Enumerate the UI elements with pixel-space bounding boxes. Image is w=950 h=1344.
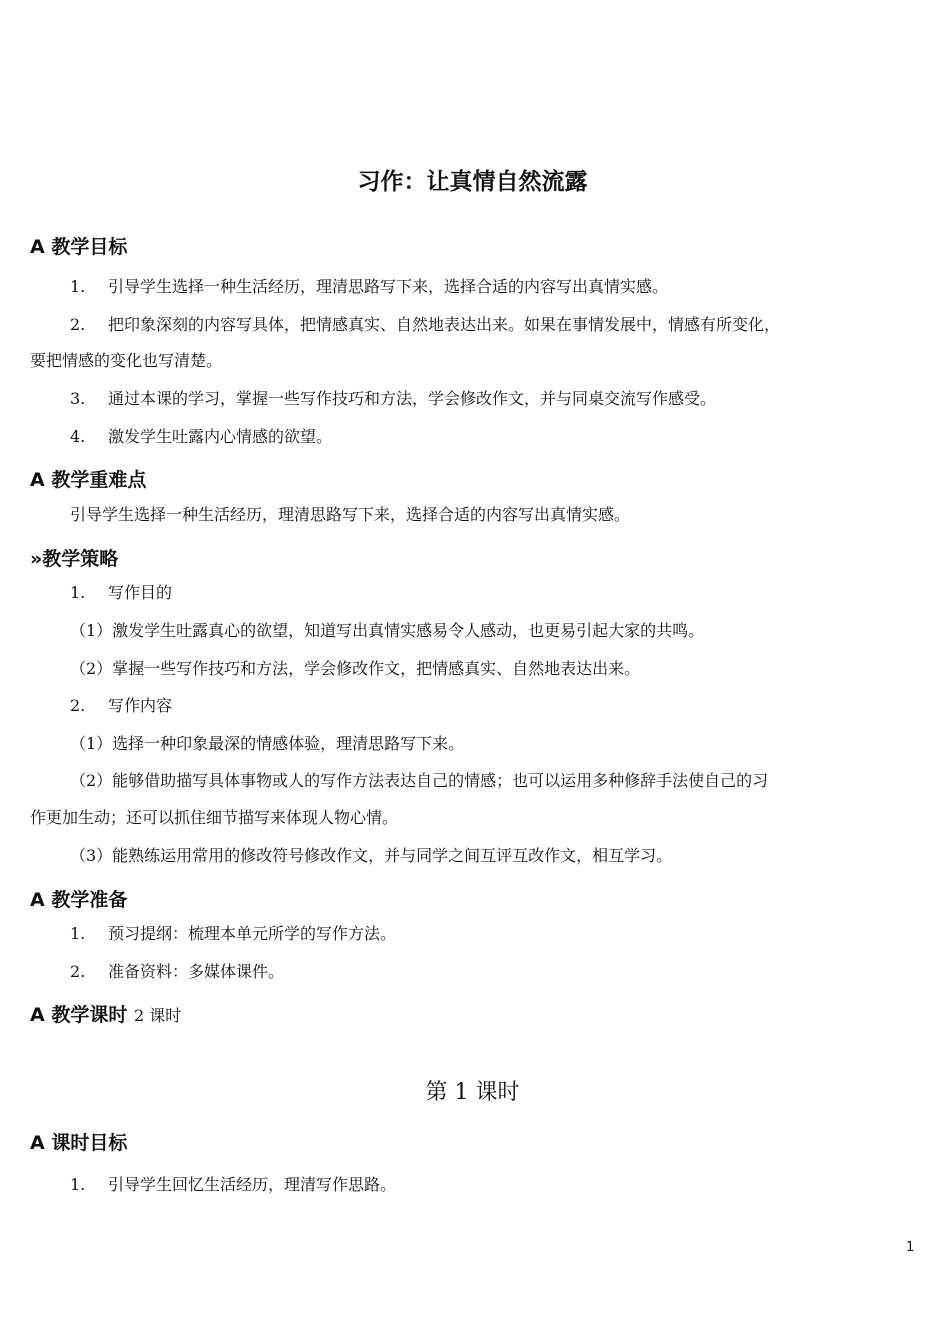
goal-item-4 — [70, 424, 332, 447]
item-number: 1. — [70, 277, 86, 296]
strategy-sub-1-1: （1）激发学生吐露真心的欲望，知道写出真情实感易令人感动，也更易引起大家的共鸣。 — [70, 621, 705, 640]
goal-item-3 — [70, 386, 716, 409]
item-text: 写作内容 — [108, 696, 173, 715]
hours-value: 2 课时 — [133, 1006, 182, 1025]
strategy-item-2 — [70, 693, 172, 716]
item-number: 2. — [70, 962, 86, 981]
strategy-sub-2-3: （3）能熟练运用常用的修改符号修改作文，并与同学之间互评互改作文，相互学习。 — [70, 846, 673, 865]
goal-item-2-continued: 要把情感的变化也写清楚。 — [30, 351, 223, 370]
strategy-sub-2-2: （2）能够借助描写具体事物或人的写作方法表达自己的情感；也可以运用多种修辞手法使自己的习 — [70, 771, 769, 790]
lesson-goal-item-1 — [70, 1172, 396, 1195]
prep-item-1 — [70, 921, 396, 944]
item-text: 激发学生吐露内心情感的欲望。 — [108, 427, 333, 446]
item-number: 4. — [70, 427, 86, 446]
goal-item-1 — [70, 274, 668, 297]
item-text: 准备资料：多媒体课件。 — [108, 962, 285, 981]
item-text: 通过本课的学习，掌握一些写作技巧和方法，学会修改作文，并与同桌交流写作感受。 — [108, 389, 717, 408]
strategy-item-1 — [70, 580, 172, 603]
item-number: 2. — [70, 696, 86, 715]
goal-item-2 — [70, 312, 780, 335]
strategy-sub-1-2: （2）掌握一些写作技巧和方法，学会修改作文，把情感真实、自然地表达出来。 — [70, 659, 641, 678]
heading-teaching-hours — [30, 1000, 181, 1027]
hours-label: A 教学课时 — [30, 1004, 128, 1026]
lesson-title: 第 1 课时 — [425, 1080, 520, 1105]
item-number: 1. — [70, 1175, 86, 1194]
item-number: 1. — [70, 924, 86, 943]
document-title: 习作：让真情自然流露 — [357, 169, 588, 195]
item-text: 引导学生选择一种生活经历，理清思路写下来，选择合适的内容写出真情实感。 — [108, 277, 669, 296]
heading-teaching-strategy: »教学策略 — [30, 548, 119, 570]
item-text: 引导学生回忆生活经历，理清写作思路。 — [108, 1175, 397, 1194]
heading-teaching-prep: A 教学准备 — [30, 889, 128, 911]
heading-teaching-goals: A 教学目标 — [30, 236, 128, 258]
strategy-sub-2-1: （1）选择一种印象最深的情感体验，理清思路写下来。 — [70, 734, 465, 753]
item-number: 1. — [70, 583, 86, 602]
item-text: 预习提纲：梳理本单元所学的写作方法。 — [108, 924, 397, 943]
key-points-text: 引导学生选择一种生活经历，理清思路写下来，选择合适的内容写出真情实感。 — [70, 505, 631, 524]
item-text: 写作目的 — [108, 583, 173, 602]
strategy-sub-2-2-continued: 作更加生动；还可以抓住细节描写来体现人物心情。 — [30, 808, 399, 827]
heading-key-points: A 教学重难点 — [30, 469, 147, 491]
prep-item-2 — [70, 959, 284, 982]
heading-lesson-goals: A 课时目标 — [30, 1132, 128, 1154]
item-number: 2. — [70, 315, 86, 334]
item-number: 3. — [70, 389, 86, 408]
page-number: 1 — [906, 1240, 915, 1255]
item-text: 把印象深刻的内容写具体，把情感真实、自然地表达出来。如果在事情发展中，情感有所变化， — [108, 315, 781, 334]
